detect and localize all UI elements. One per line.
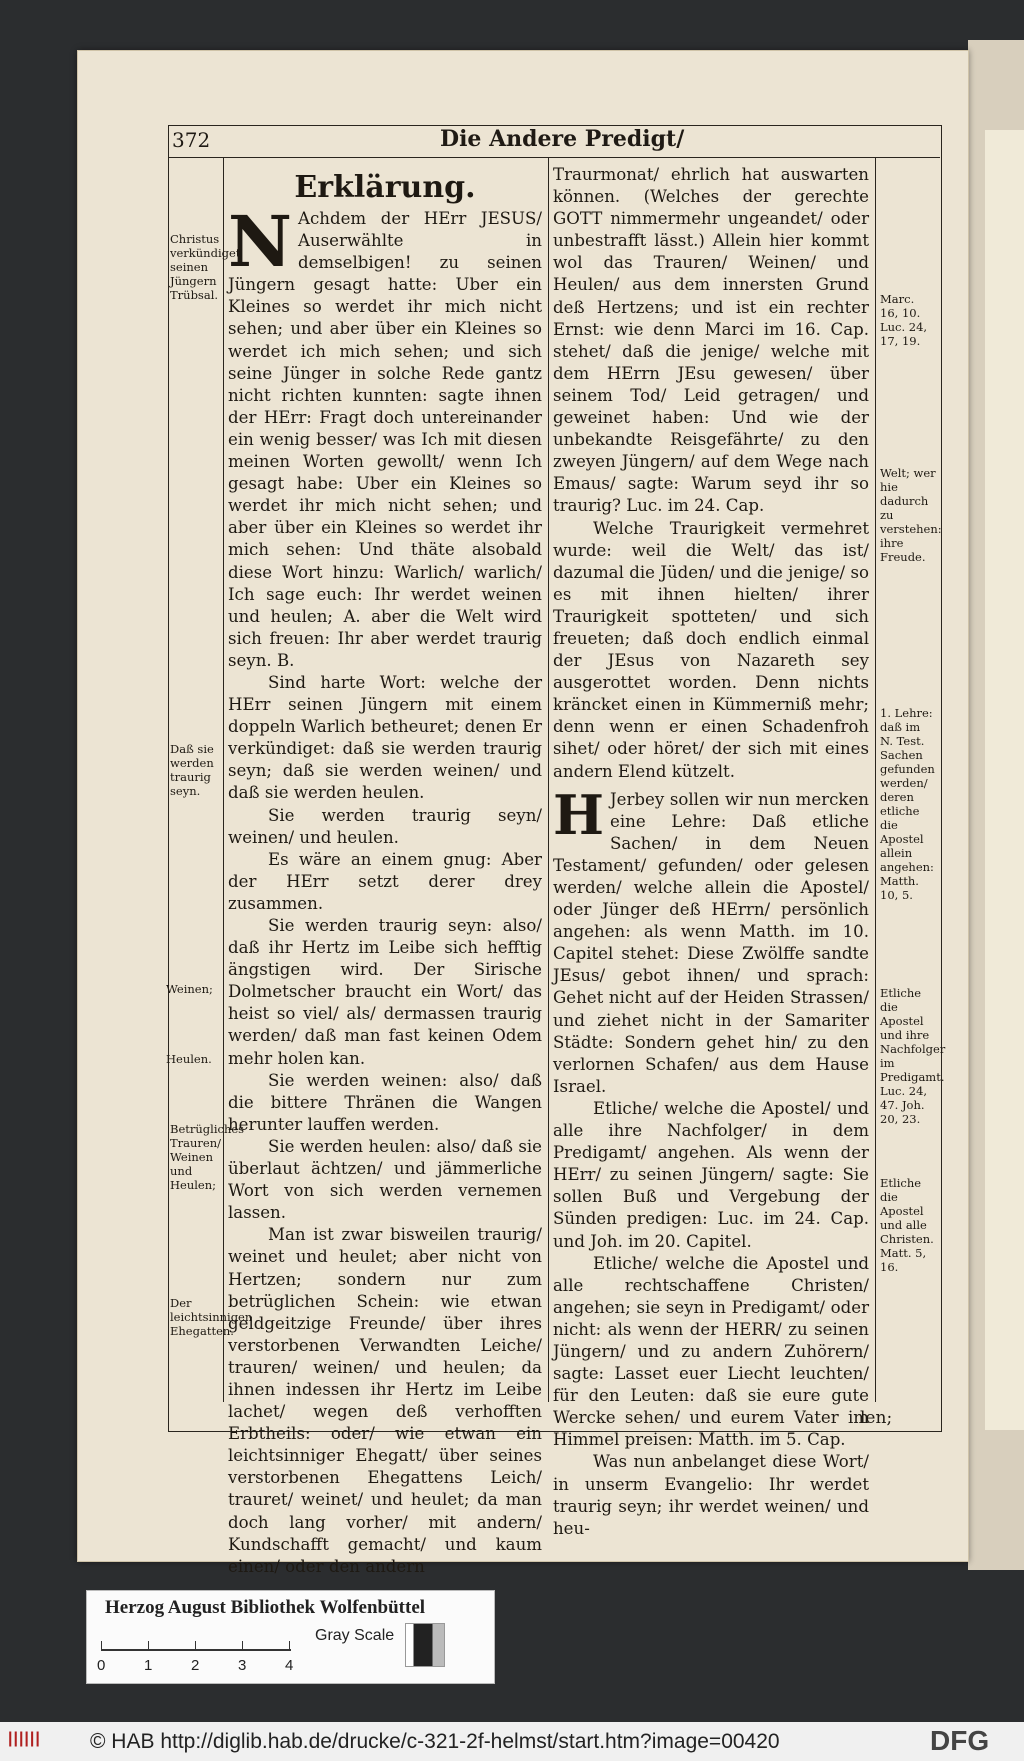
column-rule — [548, 157, 549, 1402]
paragraph-3: Sie werden traurig seyn/ weinen/ und heulen. — [228, 805, 542, 847]
scale-ruler — [101, 1631, 291, 1651]
hab-logo-icon: |||||| — [8, 1730, 41, 1747]
left-note-5: Betrügliches Trauren/ Weinen und Heulen; — [170, 1122, 245, 1192]
paragraph-10: Welche Traurigkeit vermehret wurde: weil die Welt/ das ist/ dazumal die Jüden/ und die jenige/ so es mit ihnen hielten/ ihrer Traurigkeit spotteten/ und sich freueten; daß doch endlich einmal der JEsus von Nazareth sey ausgerottet worden. Denn nichts kräncket einen in Kümmerniß mehr; denn wenn er einen Schadenfroh sihet/ oder höret/ der sich mit eines andern Elend kützelt. — [553, 518, 869, 781]
library-name: Herzog August Bibliothek Wolfenbüttel — [105, 1597, 426, 1618]
left-note-6: Der leichtsinnigen Ehegatten. — [170, 1296, 253, 1338]
paragraph-8: Man ist zwar bisweilen traurig/ weinet und heulet; aber nicht von Hertzen; sondern nur zum betrüglichen Schein: wie etwan geldgeitzige Freunde/ über ihres verstorbenen Verwandten Leiche/ trauren/ weinen/ und heulen; da ihnen indessen ihr Hertz im Leibe lachet/ wegen deß verhofften Erbtheils: oder/ wie etwan ein leichtsinniger Ehegatt/ über seines verstorbenen Ehegattens Leich/ trauret/ weinet/ und heulet; da man doch lang vorher/ mit andern/ Kundschafft gemacht/ und kaum einen/ oder den andern — [228, 1225, 542, 1576]
left-margin-rule — [223, 157, 224, 1402]
paragraph-5: Sie werden traurig seyn: also/ daß ihr Hertz im Leibe sich hefftig ängstigen wird. Der Sirische Dolmetscher braucht ein Wort/ das heist so viel/ als/ dermassen traurig werden/ daß man fast keinen Odem mehr holen kan. — [228, 916, 542, 1068]
right-note-3: 1. Lehre: daß im N. Test. Sachen gefunden werden/ deren etliche die Apostel allein angehen: Matth. 10, 5. — [880, 706, 935, 902]
library-card — [86, 1590, 495, 1684]
paragraph-7: Sie werden heulen: also/ daß sie überlaut ächtzen/ und jämmerliche Wort von sich werden vernemen lassen. — [228, 1136, 542, 1223]
catchword: len; — [860, 1408, 893, 1428]
paragraph-1: N Achdem der HErr JESUS/ Auserwählte in demselbigen! zu seinen Jüngern gesagt hatte: Uber ein Kleines so werdet ihr mich nicht sehen; und aber über ein Kleines so werdet ich mich sehen; und sich seine Jünger in solche Rede gantz nicht richten kunnten: sagte ihnen der HErr: Fragt doch untereinander ein wenig besser/ was Ich mit diesen meinen Worten gewollt/ wenn Ich gesagt habe: Uber ein Kleines so werdet ihr mich nicht sehen; und aber über ein Kleines so werdet ihr mich sehen: Und thäte alsobald diese Wort hinzu: Warlich/ warlich/ Ich sage euch: Ihr werdet weinen und heulen; A. aber die Welt wird sich freuen: Ihr aber werdet traurig seyn. B. — [228, 200, 542, 670]
scale-number: 2 — [191, 1657, 200, 1674]
scale-number: 0 — [97, 1657, 106, 1674]
paragraph-4: Es wäre an einem gnug: Aber der HErr setzt derer drey zusammen. — [228, 849, 542, 913]
right-note-2: Welt; wer hie dadurch zu verstehen: ihre Freude. — [880, 466, 942, 564]
left-column — [228, 168, 542, 1578]
dfg-logo-icon: DFG — [930, 1725, 990, 1756]
footer-credit: © HAB http://diglib.hab.de/drucke/c-321-2f-helmst/start.htm?image=00420 — [90, 1730, 780, 1753]
paragraph-6: Sie werden weinen: also/ daß die bittere Thränen die Wangen herunter lauffen werden. — [228, 1070, 542, 1134]
scale-number: 1 — [144, 1657, 153, 1674]
paragraph-11: H Jerbey sollen wir nun mercken eine Lehre: Daß etliche Sachen/ in dem Neuen Testament/ gefunden/ oder gelesen werden/ welche allein die Apostel/ oder Jünger deß HErrn/ persönlich angehen: als wenn Matth. im 10. Capitel stehet: Diese Zwölffe sandte JEsus/ gebot ihnen/ und sprach: Gehet nicht auf der Heiden Strassen/ und ziehet nicht in der Samariter Städte: Sondern gehet hin/ zu den verlornen Schafen/ aus dem Hause Israel. — [553, 782, 869, 1096]
right-note-5: Etliche die Apostel und alle Christen. Matt. 5, 16. — [880, 1176, 934, 1274]
paragraph-12: Etliche/ welche die Apostel/ und alle ihre Nachfolger/ in dem Predigamt/ angehen. Als wenn der HErr/ zu seinen Jüngern/ sagte: Sie sollen Buß und Vergebung der Sünden predigen: Luc. im 24. Cap. und Joh. im 20. Capitel. — [553, 1098, 869, 1251]
paragraph-13: Etliche/ welche die Apostel und alle rechtschaffene Christen/ angehen; sie seyn in Predigamt/ oder nicht: als wenn der HERR/ zu seinen Jüngern/ und zu andern Zuhörern/ sagte: Lasset euer Liecht leuchten/ für den Leuten: daß sie eure gute Wercke sehen/ und eurem Vater im Himmel preisen: Matth. im 5. Cap. — [553, 1253, 869, 1450]
header-rule — [168, 157, 940, 158]
drop-capital-h: H — [553, 782, 605, 847]
paragraph-9: Traurmonat/ ehrlich hat auswarten können. (Welches der gerechte GOTT nimmermehr ungeandet/ oder unbestrafft lässt.) Allein hier kommt wol das Trauren/ Weinen/ und Heulen/ aus dem innersten Grund deß Hertzens; und ist ein rechter Ernst: wie denn Marci im 16. Cap. stehet/ daß die jenige/ welche mit dem HErrn JEsu gewesen/ über seinem Tod/ Leid getragen/ und geweinet haben: Und wie der unbekandte Reisgefährte/ zu den zweyen Jüngern/ auf dem Wege nach Emaus/ sagte: Warum seyd ihr so traurig? Luc. im 24. Cap. — [553, 165, 869, 516]
drop-capital: N — [228, 200, 292, 283]
page-number: 372 — [172, 128, 211, 152]
footer-bar — [0, 1722, 1024, 1761]
gray-scale-label: Gray Scale — [315, 1627, 395, 1644]
paragraph-14: Was nun anbelanget diese Wort/ in unserm Evangelio: Ihr werdet traurig seyn; ihr werdet weinen/ und heu- — [553, 1452, 869, 1538]
left-note-4: Heulen. — [166, 1052, 212, 1066]
section-title: Erklärung. — [294, 170, 476, 205]
left-note-1: Christus verkündiget seinen Jüngern Trübsal. — [170, 232, 241, 302]
right-note-1: Marc. 16, 10. Luc. 24, 17, 19. — [880, 292, 928, 348]
right-margin-rule — [875, 157, 876, 1402]
paragraph-2: Sind harte Wort: welche der HErr seinen Jüngern mit einem doppeln Warlich betheuret; denen Er verkündiget: daß sie werden traurig seyn; daß sie werden weinen/ und daß sie werden heulen. — [228, 672, 542, 803]
adjacent-page — [985, 130, 1024, 1430]
scale-number: 4 — [285, 1657, 294, 1674]
right-note-4: Etliche die Apostel und ihre Nachfolger im Predigamt. Luc. 24, 47. Joh. 20, 23. — [880, 986, 946, 1126]
right-column — [553, 164, 869, 1540]
running-head: Die Andere Predigt/ — [440, 126, 685, 152]
left-note-2: Daß sie werden traurig seyn. — [170, 742, 214, 798]
gray-scale-swatch — [405, 1623, 445, 1667]
left-note-3: Weinen; — [166, 982, 213, 996]
scale-number: 3 — [238, 1657, 247, 1674]
